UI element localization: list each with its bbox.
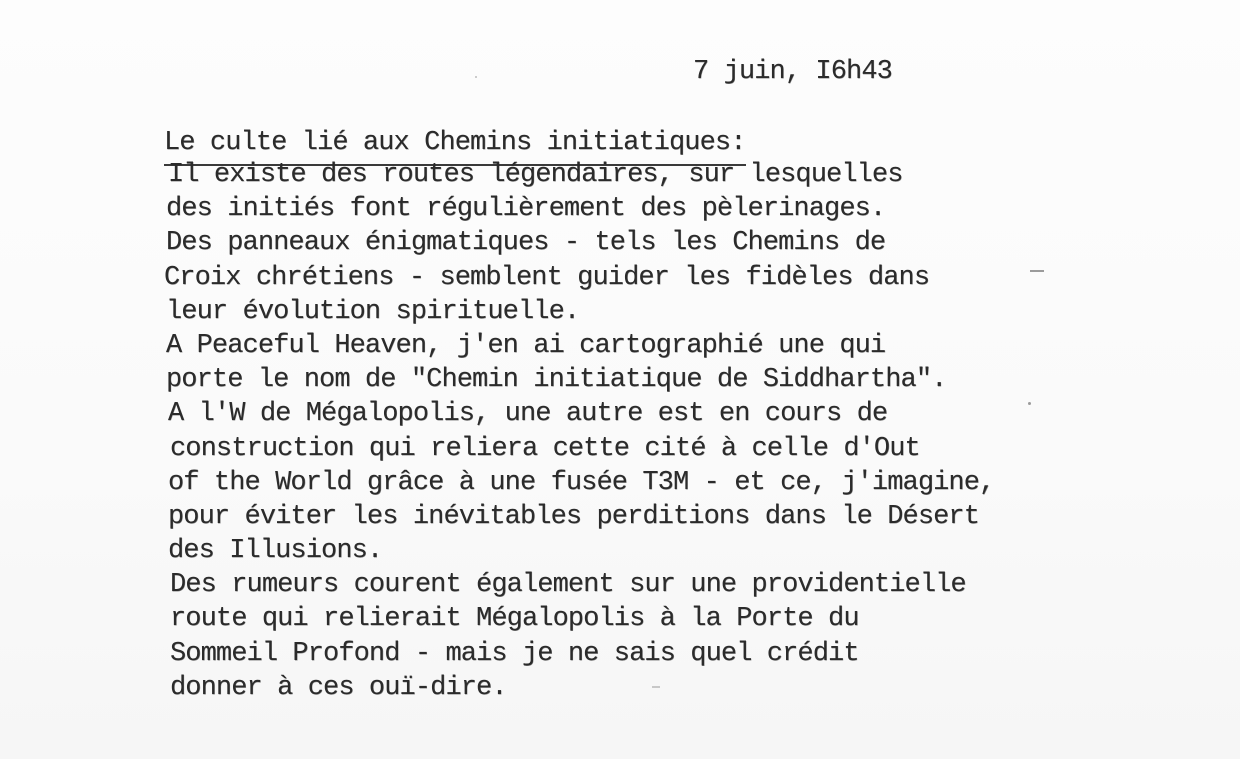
note-heading: Le culte lié aux Chemins initiatiques: <box>164 126 746 166</box>
note-line: porte le nom de "Chemin initiatique de Siddhartha". <box>166 365 947 396</box>
stray-mark <box>1028 402 1031 405</box>
note-line: Croix chrétiens - semblent guider les fidèles dans <box>164 262 930 293</box>
stray-mark <box>1030 270 1044 272</box>
note-line: Il existe des routes légendaires, sur lesquelles <box>168 160 903 190</box>
note-line: A Peaceful Heaven, j'en ai cartographié une qui <box>166 330 886 361</box>
note-line: A l'W de Mégalopolis, une autre est en cours de <box>168 399 888 430</box>
note-date: 7 juin, I6h43 <box>693 57 892 87</box>
note-line: of the World grâce à une fusée T3M - et ce, j'imagine, <box>168 467 995 498</box>
note-line: construction qui reliera cette cité à celle d'Out <box>170 433 920 464</box>
note-line: route qui relierait Mégalopolis à la Porte du <box>170 604 859 635</box>
note-line: Des rumeurs courent également sur une providentielle <box>170 570 966 601</box>
note-line: leur évolution spirituelle. <box>166 296 580 327</box>
note-line: Sommeil Profond - mais je ne sais quel crédit <box>170 638 859 669</box>
note-line: Des panneaux énigmatiques - tels les Chemins de <box>166 228 886 259</box>
stray-mark <box>652 686 660 688</box>
note-line: des Illusions. <box>168 536 383 567</box>
note-line: donner à ces ouï-dire. <box>170 672 507 703</box>
note-line: pour éviter les inévitables perditions dans le Désert <box>168 501 980 532</box>
stray-mark <box>475 76 477 78</box>
note-body <box>164 158 995 705</box>
note-line: des initiés font régulièrement des pèlerinages. <box>166 194 886 225</box>
